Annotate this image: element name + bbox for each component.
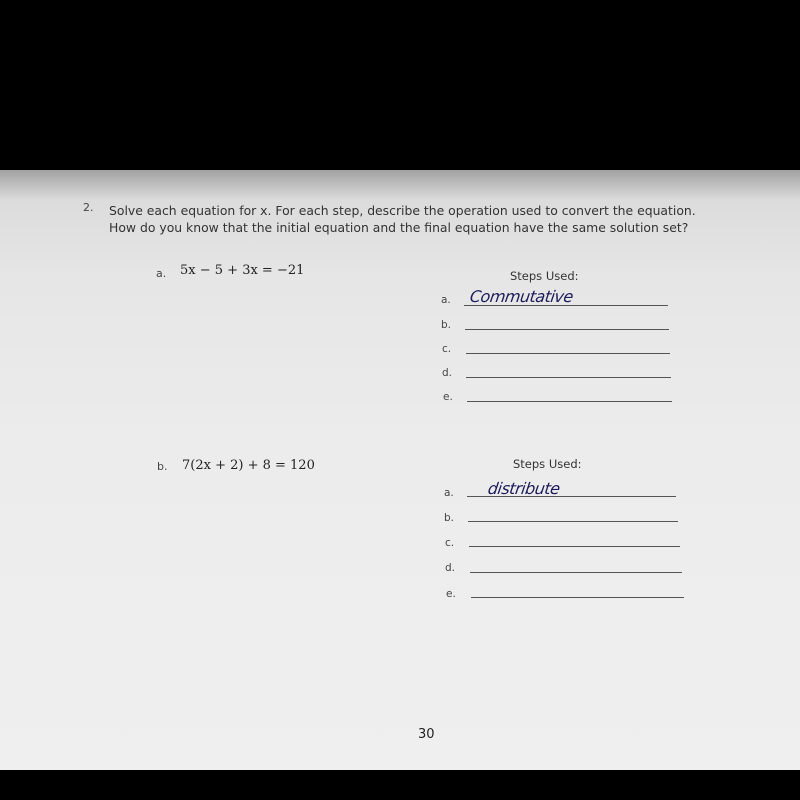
- page-number: 30: [418, 727, 435, 742]
- part-b-step-d-letter: d.: [445, 562, 456, 574]
- part-b-step-a-answer: distribute: [486, 479, 561, 498]
- prompt-line-2: How do you know that the initial equation and the final equation have the same solution set?: [109, 220, 689, 235]
- part-a-step-d-line[interactable]: [466, 377, 671, 378]
- part-b-step-b-letter: b.: [444, 512, 455, 524]
- part-a-steps-title: Steps Used:: [510, 269, 579, 283]
- page-shadow: [0, 170, 800, 200]
- part-a-step-e-line[interactable]: [467, 401, 672, 402]
- part-b-step-c-letter: c.: [445, 537, 455, 549]
- part-a-step-b-line[interactable]: [465, 329, 669, 330]
- part-b-equation: 7(2x + 2) + 8 = 120: [182, 458, 315, 473]
- part-a-step-c-line[interactable]: [466, 353, 670, 354]
- prompt-line-1: Solve each equation for x. For each step, describe the operation used to convert the equation.: [109, 203, 696, 218]
- part-b-steps-title: Steps Used:: [513, 457, 582, 471]
- part-a-step-a-answer: Commutative: [468, 287, 575, 306]
- worksheet-page: [0, 170, 800, 770]
- question-number: 2.: [83, 201, 94, 214]
- part-b-step-e-letter: e.: [446, 588, 456, 600]
- part-a-step-d-letter: d.: [442, 367, 453, 379]
- part-b-step-e-line[interactable]: [471, 597, 684, 598]
- part-a-equation: 5x − 5 + 3x = −21: [180, 263, 305, 278]
- part-b-step-a-letter: a.: [444, 487, 454, 499]
- part-b-step-b-line[interactable]: [468, 521, 678, 522]
- part-b-step-c-line[interactable]: [469, 546, 680, 547]
- part-b-step-d-line[interactable]: [470, 572, 682, 573]
- question-prompt: [109, 202, 696, 236]
- part-b-letter: b.: [157, 460, 168, 473]
- part-a-step-b-letter: b.: [441, 319, 452, 331]
- part-a-step-c-letter: c.: [442, 343, 452, 355]
- part-a-letter: a.: [156, 267, 167, 280]
- part-a-step-e-letter: e.: [443, 391, 453, 403]
- part-a-step-a-letter: a.: [441, 294, 451, 306]
